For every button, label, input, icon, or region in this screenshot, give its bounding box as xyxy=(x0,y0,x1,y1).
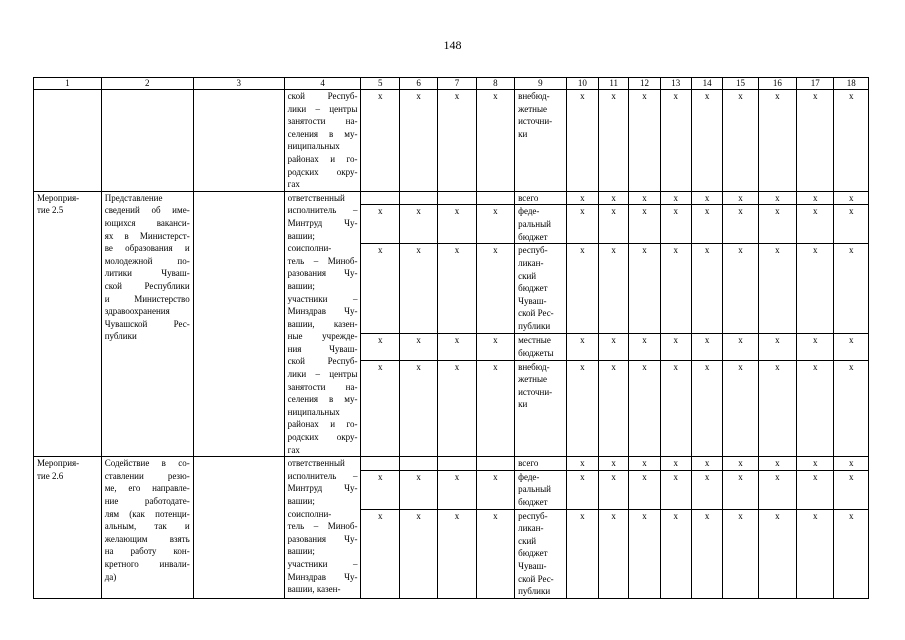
x-cell: x xyxy=(797,205,834,244)
text-line: родских окру- xyxy=(287,432,358,443)
x-cell: x xyxy=(723,470,758,509)
executors-cell xyxy=(284,191,361,456)
x-cell: x xyxy=(629,244,660,334)
x-cell: x xyxy=(599,470,629,509)
x-cell: x xyxy=(660,509,691,598)
text-line: да) xyxy=(104,571,117,582)
x-cell: x xyxy=(723,90,758,192)
text-line: источни- xyxy=(518,386,553,397)
text-line: тель – Минoб- xyxy=(287,255,358,266)
text-line: селения в му- xyxy=(287,128,358,139)
text-line: ральный xyxy=(518,219,551,230)
x-cell: x xyxy=(723,334,758,360)
table-row xyxy=(34,457,869,471)
x-cell: x xyxy=(476,205,514,244)
x-cell: x xyxy=(361,360,399,457)
x-cell: x xyxy=(438,334,476,360)
text-line: лям (как потенци- xyxy=(104,508,190,519)
text-line: публики xyxy=(518,586,551,597)
text-line: гах xyxy=(287,444,300,455)
x-cell: x xyxy=(691,470,722,509)
text-line: исполнитель – xyxy=(287,470,358,481)
x-cell: x xyxy=(660,191,691,205)
x-cell: x xyxy=(476,244,514,334)
column-header: 14 xyxy=(691,78,722,90)
x-cell: x xyxy=(399,360,437,457)
column-header: 1 xyxy=(34,78,102,90)
x-cell: x xyxy=(691,360,722,457)
column-header: 7 xyxy=(438,78,476,90)
text-line: участники – xyxy=(287,558,358,569)
x-cell: x xyxy=(660,205,691,244)
text-line: разования Чу- xyxy=(287,268,358,279)
text-line: исполнитель – xyxy=(287,205,358,216)
text-line: вашии; xyxy=(287,280,315,291)
col2-cell xyxy=(101,90,193,192)
funding-source-cell xyxy=(515,457,567,471)
text-line: ме, его направле- xyxy=(104,483,190,494)
text-line: ния Чуваш- xyxy=(287,343,358,354)
column-header: 17 xyxy=(797,78,834,90)
text-line: бюджет xyxy=(518,231,548,242)
funding-source-cell xyxy=(515,360,567,457)
x-cell: x xyxy=(797,470,834,509)
column-header: 9 xyxy=(515,78,567,90)
x-cell: x xyxy=(797,90,834,192)
x-cell: x xyxy=(691,457,722,471)
text-line: тель – Минoб- xyxy=(287,521,358,532)
x-cell: x xyxy=(476,509,514,598)
x-cell: x xyxy=(629,90,660,192)
text-line: жетные xyxy=(518,103,547,114)
x-cell: x xyxy=(660,470,691,509)
x-cell: x xyxy=(691,205,722,244)
text-line: лики – центры xyxy=(287,369,358,380)
x-cell: x xyxy=(399,244,437,334)
table-row xyxy=(34,191,869,205)
x-cell: x xyxy=(629,360,660,457)
column-header: 4 xyxy=(284,78,361,90)
text-line: всего xyxy=(518,192,539,203)
x-cell: x xyxy=(797,509,834,598)
x-cell: x xyxy=(834,244,869,334)
text-line: всего xyxy=(518,458,539,469)
x-cell: x xyxy=(660,360,691,457)
x-cell: x xyxy=(797,191,834,205)
text-line: внебюд- xyxy=(518,91,550,101)
text-line: районах и го- xyxy=(287,419,358,430)
text-line: литики Чуваш- xyxy=(104,268,190,279)
text-line: ниципальных xyxy=(287,141,340,152)
text-line: ской Рес- xyxy=(518,573,554,584)
funding-table xyxy=(33,77,869,599)
text-line: ской Республики xyxy=(104,280,190,291)
x-cell: x xyxy=(566,90,598,192)
x-cell: x xyxy=(566,191,598,205)
x-cell: x xyxy=(566,509,598,598)
text-line: гах xyxy=(287,179,300,190)
x-cell: x xyxy=(723,360,758,457)
text-line: ликан- xyxy=(518,258,544,269)
x-cell: x xyxy=(834,191,869,205)
text-line: ской Респуб- xyxy=(287,356,358,367)
text-line: ставлении резю- xyxy=(104,470,190,481)
text-line: ние работодате- xyxy=(104,496,190,506)
text-line: сведений об име- xyxy=(104,205,190,216)
x-cell: x xyxy=(660,244,691,334)
empty-cell xyxy=(476,457,514,471)
text-line: районах и го- xyxy=(287,153,358,164)
x-cell: x xyxy=(476,90,514,192)
x-cell: x xyxy=(599,191,629,205)
x-cell: x xyxy=(797,244,834,334)
text-line: альным, так и xyxy=(104,521,190,532)
x-cell: x xyxy=(399,509,437,598)
executors-cell xyxy=(284,90,361,192)
text-line: местные xyxy=(518,335,551,346)
text-line: и Министерство xyxy=(104,293,190,304)
text-line: Чуваш- xyxy=(518,295,547,306)
x-cell: x xyxy=(599,509,629,598)
measure-description-cell xyxy=(101,191,193,456)
x-cell: x xyxy=(438,90,476,192)
text-line: Минтруд Чу- xyxy=(287,483,358,494)
text-line: ликан- xyxy=(518,523,544,534)
x-cell: x xyxy=(361,244,399,334)
measure-description-cell xyxy=(101,457,193,599)
text-line: Содействие в со- xyxy=(104,458,190,469)
empty-cell xyxy=(399,191,437,205)
x-cell: x xyxy=(691,90,722,192)
text-line: молодежной по- xyxy=(104,255,190,266)
column-header: 3 xyxy=(193,78,284,90)
text-line: ки xyxy=(518,399,528,410)
x-cell: x xyxy=(758,191,796,205)
x-cell: x xyxy=(660,90,691,192)
x-cell: x xyxy=(361,205,399,244)
x-cell: x xyxy=(629,457,660,471)
funding-source-cell xyxy=(515,334,567,360)
text-line: вашии; xyxy=(287,496,315,506)
x-cell: x xyxy=(723,457,758,471)
header-row xyxy=(34,78,869,90)
text-line: ский xyxy=(518,270,537,281)
x-cell: x xyxy=(599,205,629,244)
x-cell: x xyxy=(438,470,476,509)
x-cell: x xyxy=(438,360,476,457)
x-cell: x xyxy=(566,470,598,509)
text-line: Мероприя- xyxy=(37,192,80,203)
x-cell: x xyxy=(758,360,796,457)
column-header: 5 xyxy=(361,78,399,90)
x-cell: x xyxy=(834,360,869,457)
column-header: 16 xyxy=(758,78,796,90)
text-line: соисполни- xyxy=(287,508,332,519)
text-line: публики xyxy=(104,331,137,342)
x-cell: x xyxy=(566,360,598,457)
table-row xyxy=(34,90,869,192)
x-cell: x xyxy=(438,509,476,598)
empty-cell xyxy=(438,191,476,205)
empty-cell xyxy=(476,191,514,205)
empty-cell xyxy=(361,191,399,205)
text-line: бюджеты xyxy=(518,347,554,358)
text-line: ральный xyxy=(518,484,551,495)
col3-cell xyxy=(193,191,284,456)
x-cell: x xyxy=(723,205,758,244)
x-cell: x xyxy=(599,90,629,192)
text-line: селения в му- xyxy=(287,394,358,405)
empty-cell xyxy=(399,457,437,471)
empty-cell xyxy=(361,457,399,471)
funding-source-cell xyxy=(515,191,567,205)
x-cell: x xyxy=(476,334,514,360)
text-line: ответственный xyxy=(287,458,345,469)
funding-source-cell xyxy=(515,470,567,509)
x-cell: x xyxy=(361,90,399,192)
x-cell: x xyxy=(629,205,660,244)
x-cell: x xyxy=(599,334,629,360)
x-cell: x xyxy=(834,470,869,509)
text-line: вашии; xyxy=(287,546,315,557)
x-cell: x xyxy=(566,205,598,244)
x-cell: x xyxy=(438,205,476,244)
funding-source-cell xyxy=(515,90,567,192)
text-line: жетные xyxy=(518,374,547,385)
text-line: Представление xyxy=(104,192,163,203)
text-line: Минздрав Чу- xyxy=(287,571,358,582)
column-header: 6 xyxy=(399,78,437,90)
x-cell: x xyxy=(361,334,399,360)
text-line: участники – xyxy=(287,293,358,304)
x-cell: x xyxy=(599,360,629,457)
text-line: лики – центры xyxy=(287,103,358,114)
text-line: бюджет xyxy=(518,497,548,507)
text-line: ные учрежде- xyxy=(287,331,358,342)
text-line: бюджет xyxy=(518,283,548,294)
text-line: ский xyxy=(518,535,537,546)
x-cell: x xyxy=(660,457,691,471)
text-line: респуб- xyxy=(518,510,548,521)
x-cell: x xyxy=(566,244,598,334)
column-header: 12 xyxy=(629,78,660,90)
x-cell: x xyxy=(834,457,869,471)
column-header: 10 xyxy=(566,78,598,90)
text-line: Чувашской Рес- xyxy=(104,318,190,329)
x-cell: x xyxy=(723,191,758,205)
text-line: родских окру- xyxy=(287,166,358,177)
measure-cell xyxy=(34,191,102,456)
x-cell: x xyxy=(361,470,399,509)
text-line: соисполни- xyxy=(287,243,332,254)
x-cell: x xyxy=(797,457,834,471)
x-cell: x xyxy=(834,334,869,360)
text-line: феде- xyxy=(518,206,540,217)
page-number: 148 xyxy=(443,38,462,52)
text-line: ской Рес- xyxy=(518,308,554,319)
x-cell: x xyxy=(797,360,834,457)
text-line: тие 2.6 xyxy=(37,470,64,481)
text-line: ниципальных xyxy=(287,406,340,417)
column-header: 18 xyxy=(834,78,869,90)
funding-source-cell xyxy=(515,205,567,244)
x-cell: x xyxy=(599,244,629,334)
x-cell: x xyxy=(758,509,796,598)
x-cell: x xyxy=(476,360,514,457)
column-header: 15 xyxy=(723,78,758,90)
empty-cell xyxy=(438,457,476,471)
x-cell: x xyxy=(399,470,437,509)
text-line: занятости на- xyxy=(287,381,358,392)
column-header: 13 xyxy=(660,78,691,90)
text-line: вашии, казен- xyxy=(287,584,341,595)
x-cell: x xyxy=(797,334,834,360)
text-line: тие 2.5 xyxy=(37,205,64,216)
text-line: респуб- xyxy=(518,245,548,256)
x-cell: x xyxy=(691,509,722,598)
col3-cell xyxy=(193,90,284,192)
text-line: феде- xyxy=(518,471,540,482)
x-cell: x xyxy=(629,470,660,509)
text-line: источни- xyxy=(518,116,553,127)
x-cell: x xyxy=(399,205,437,244)
x-cell: x xyxy=(361,509,399,598)
text-line: публики xyxy=(518,321,551,332)
text-line: кретного инвали- xyxy=(104,558,190,569)
text-line: внебюд- xyxy=(518,361,550,372)
x-cell: x xyxy=(629,191,660,205)
x-cell: x xyxy=(758,457,796,471)
x-cell: x xyxy=(660,334,691,360)
x-cell: x xyxy=(629,509,660,598)
x-cell: x xyxy=(758,205,796,244)
x-cell: x xyxy=(399,90,437,192)
column-header: 2 xyxy=(101,78,193,90)
x-cell: x xyxy=(476,470,514,509)
text-line: ответственный xyxy=(287,192,345,203)
text-line: разования Чу- xyxy=(287,533,358,544)
x-cell: x xyxy=(758,334,796,360)
x-cell: x xyxy=(629,334,660,360)
x-cell: x xyxy=(599,457,629,471)
measure-cell xyxy=(34,457,102,599)
text-line: занятости на- xyxy=(287,116,358,127)
executors-cell xyxy=(284,457,361,599)
text-line: Чуваш- xyxy=(518,560,547,571)
x-cell: x xyxy=(399,334,437,360)
x-cell: x xyxy=(758,90,796,192)
x-cell: x xyxy=(566,457,598,471)
x-cell: x xyxy=(723,509,758,598)
text-line: ях в Министерст- xyxy=(104,230,190,241)
x-cell: x xyxy=(691,334,722,360)
text-line: желающим взять xyxy=(104,533,190,544)
text-line: Мероприя- xyxy=(37,458,80,469)
text-line: бюджет xyxy=(518,548,548,559)
text-line: ве образования и xyxy=(104,243,190,254)
column-header: 11 xyxy=(599,78,629,90)
x-cell: x xyxy=(834,90,869,192)
text-line: ющихся ваканси- xyxy=(104,217,190,228)
funding-source-cell xyxy=(515,509,567,598)
text-line: на работу кон- xyxy=(104,546,190,557)
x-cell: x xyxy=(834,509,869,598)
text-line: ской Респуб- xyxy=(287,91,358,101)
x-cell: x xyxy=(566,334,598,360)
column-header: 8 xyxy=(476,78,514,90)
col3-cell xyxy=(193,457,284,599)
text-line: Минздрав Чу- xyxy=(287,306,358,317)
col1-cell xyxy=(34,90,102,192)
x-cell: x xyxy=(758,244,796,334)
x-cell: x xyxy=(691,244,722,334)
x-cell: x xyxy=(438,244,476,334)
text-line: вашии; xyxy=(287,230,315,241)
text-line: здравоохранения xyxy=(104,306,170,317)
x-cell: x xyxy=(723,244,758,334)
x-cell: x xyxy=(834,205,869,244)
funding-source-cell xyxy=(515,244,567,334)
text-line: ки xyxy=(518,128,528,139)
text-line: вашии, казен- xyxy=(287,318,358,329)
x-cell: x xyxy=(758,470,796,509)
x-cell: x xyxy=(691,191,722,205)
text-line: Минтруд Чу- xyxy=(287,217,358,228)
